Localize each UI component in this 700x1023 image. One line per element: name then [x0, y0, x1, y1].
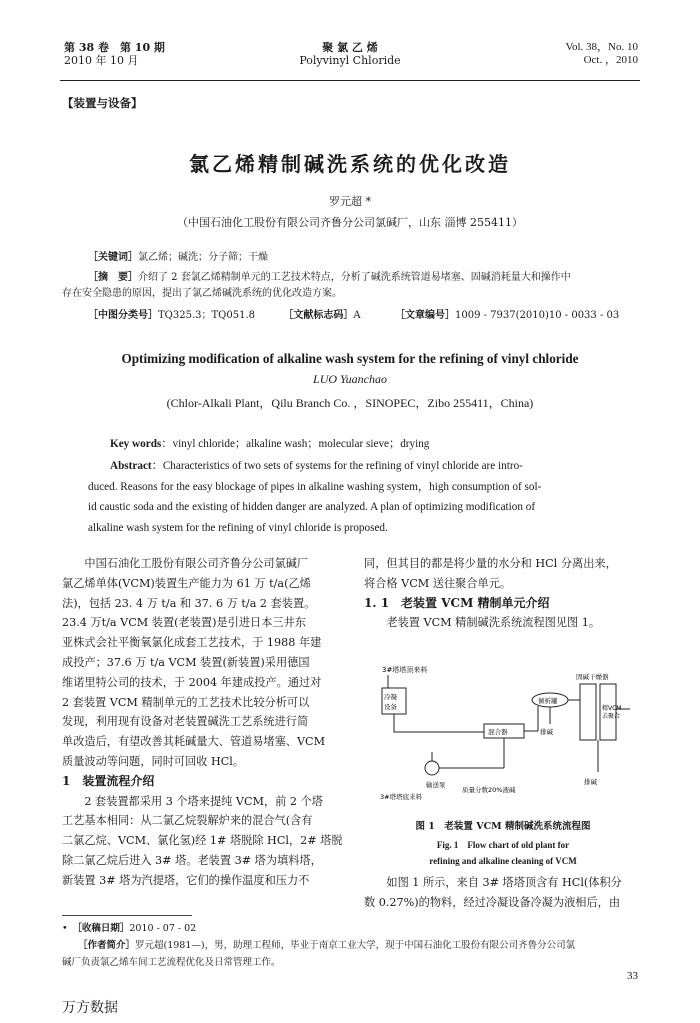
dryer-column-1	[580, 684, 596, 740]
cn-abstract	[62, 270, 620, 302]
to-poly-label-1: 精VCM	[602, 705, 622, 712]
journal-name-cn: 聚 氯 乙 烯	[322, 41, 378, 54]
issue-date: 2010 年 10 月	[64, 54, 139, 67]
body-line: 23.4 万t/a VCM 装置(老装置)是引进日本三井东	[62, 616, 306, 630]
footnote-divider	[62, 915, 192, 916]
en-author: LUO Yuanchao	[313, 372, 387, 386]
bio-line: 碱厂负责氯乙烯车间工艺流程优化及日常管理工作。	[62, 957, 281, 968]
author: 罗元超 *	[329, 195, 371, 208]
body-line: 发现，利用现有设备对老装置碱洗工艺系统进行简	[62, 715, 309, 729]
header-divider	[60, 80, 640, 81]
received-date: • ［收稿日期］2010 - 07 - 02	[62, 923, 197, 934]
mixer-label: 混合器	[488, 728, 508, 736]
cn-abstract-label: ［摘 要］	[88, 272, 138, 283]
watermark: 万方数据	[62, 1000, 118, 1016]
received-label: ［收稿日期］	[77, 923, 130, 934]
date-en: Oct. ，2010	[583, 54, 638, 66]
en-abstract	[88, 456, 622, 538]
en-keywords-label: Key words	[110, 438, 162, 450]
en-keywords	[88, 434, 622, 455]
transfer-pump	[425, 761, 439, 775]
bottom-feed-label: 3#塔塔底来料	[380, 793, 423, 801]
received-value: 2010 - 07 - 02	[129, 923, 197, 934]
body-line: 法)，包括 23. 4 万 t/a 和 37. 6 万 t/a 2 套装置。	[62, 596, 316, 610]
section-tag: 【装置与设备】	[62, 96, 143, 110]
section-heading: 1 装置流程介绍	[62, 773, 155, 788]
body-line: 如图 1 所示，来自 3# 塔塔顶含有 HCl(体积分	[364, 876, 622, 889]
body-line: 除二氯乙烷后进入 3# 塔。老装置 3# 塔为填料塔，	[62, 853, 322, 867]
clc-label: ［中图分类号］	[88, 310, 158, 321]
top-feed-label: 3#塔塔顶来料	[382, 666, 428, 674]
naoh-label: 质量分数20%液碱	[462, 786, 516, 794]
volume-issue: 第 38 卷 第 10 期	[64, 41, 165, 54]
journal-volume-en-header	[565, 41, 638, 67]
body-line: 同，但其目的都是将少量的水分和 HCl 分离出来，	[364, 557, 617, 570]
bio-line: 罗元超(1981—)，男，助理工程师，毕业于南京工业大学，现于中国石油化工股份有限公司齐鲁分公司氯	[135, 940, 576, 951]
article-label: ［文章编号］	[394, 310, 455, 321]
body-line: 中国石油化工股份有限公司齐鲁分公司氯碱厂	[62, 557, 309, 570]
journal-name-en: Polyvinyl Chloride	[299, 54, 401, 67]
cn-keywords-text: 氯乙烯；碱洗；分子筛；干燥	[138, 252, 268, 263]
body-line: 亚株式会社平衡氧氯化成套工艺技术，于 1988 年建	[62, 636, 322, 650]
cn-keywords-label: ［关键词］	[88, 252, 138, 263]
page-number: 33	[627, 970, 638, 982]
en-affiliation: (Chlor-Alkali Plant，Qilu Branch Co. ，SINOPEC，Zibo 255411，China)	[166, 396, 534, 410]
right-column-continued	[364, 873, 642, 913]
paper-title: 氯乙烯精制碱洗系统的优化改造	[189, 152, 511, 176]
body-line: 老装置 VCM 精制碱洗系统流程图见图 1。	[364, 616, 601, 630]
cn-abstract-line: 存在安全隐患的原因，提出了氯乙烯碱洗系统的优化改造方案。	[62, 288, 342, 299]
body-line: 2 套装置都采用 3 个塔来提纯 VCM，前 2 个塔	[62, 794, 323, 808]
en-title: Optimizing modification of alkaline wash system for the refining of vinyl chloride	[121, 351, 579, 366]
flow-chart-figure	[380, 664, 632, 804]
decanter-label: 倾析罐	[538, 697, 558, 705]
clc-value: TQ325.3；TQ051.8	[158, 310, 255, 321]
body-line: 成投产；37.6 万 t/a VCM 装置(新装置)采用德国	[62, 655, 310, 669]
right-column	[364, 554, 642, 633]
en-abstract-line: ：Characteristics of two sets of systems for the refining of vinyl chloride are intro-	[151, 460, 523, 472]
en-keywords-text: ：vinyl chloride；alkaline wash；molecular sieve；drying	[161, 438, 430, 450]
en-abstract-line: id caustic soda and the existing of hidden danger are analyzed. A plan of optimizing modification of	[88, 501, 536, 513]
cn-abstract-line: 介绍了 2 套氯乙烯精制单元的工艺技术特点，分析了碱洗系统管道易堵塞、固碱消耗量大和操作中	[138, 272, 571, 283]
drain-label-2: 排碱	[584, 778, 597, 786]
en-abstract-line: alkaline wash system for the refining of vinyl chloride is proposed.	[88, 521, 388, 534]
doc-label: ［文献标志码］	[283, 310, 354, 321]
body-line: 新装置 3# 塔为汽提塔，它们的操作温度和压力不	[62, 873, 310, 887]
cn-keywords	[88, 250, 620, 266]
pump-label: 输送泵	[426, 781, 446, 789]
cn-classification	[88, 308, 620, 324]
body-line: 将合格 VCM 送往聚合单元。	[364, 576, 512, 590]
condenser-label-2: 设备	[384, 703, 397, 711]
body-line: 单改造后，有望改善其耗碱量大、管道易堵塞、VCM	[62, 735, 326, 749]
doc-value: A	[353, 310, 361, 321]
body-line: 质量波动等问题，同时可回收 HCl。	[62, 754, 245, 768]
body-line: 维诺里特公司的技术，于 2004 年建成投产。通过对	[62, 675, 322, 689]
dryer-column-2	[600, 684, 616, 740]
drain-label-1: 排碱	[540, 728, 553, 736]
figure-caption-cn: 图 1 老装置 VCM 精制碱洗系统流程图	[415, 821, 591, 832]
article-value: 1009 - 7937(2010)10 - 0033 - 03	[454, 310, 620, 321]
body-line: 工艺基本相同：从二氯乙烷裂解炉来的混合气(含有	[62, 814, 313, 828]
body-line: 数 0.27%)的物料，经过冷凝设备冷凝为液相后，由	[364, 895, 621, 909]
subsection-heading: 1. 1 老装置 VCM 精制单元介绍	[364, 595, 550, 610]
en-abstract-line: duced. Reasons for the easy blockage of pipes in alkaline washing system，high consumption of sol-	[88, 480, 542, 493]
volume-en: Vol. 38，No. 10	[565, 41, 638, 53]
to-poly-label-2: 去聚合	[602, 713, 621, 720]
body-line: 氯乙烯单体(VCM)装置生产能力为 61 万 t/a(乙烯	[62, 576, 311, 590]
left-column	[62, 554, 354, 891]
dryer-label: 固碱干燥器	[576, 673, 609, 681]
body-line: 二氯乙烷、VCM、氯化氢)经 1# 塔脱除 HCl，2# 塔脱	[62, 834, 343, 848]
author-bio	[62, 937, 647, 971]
en-abstract-label: Abstract	[110, 460, 152, 472]
figure-caption-en: Fig. 1 Flow chart of old plant for	[436, 840, 570, 850]
figure-caption-en-2: refining and alkaline cleaning of VCM	[429, 856, 577, 866]
condenser-label: 冷凝	[384, 693, 397, 701]
bio-label: ［作者简介］	[78, 940, 136, 951]
affiliation: （中国石油化工股份有限公司齐鲁分公司氯碱厂，山东 淄博 255411）	[177, 216, 523, 229]
condenser-to-mixer-line	[394, 714, 484, 732]
body-line: 2 套装置 VCM 精制单元的工艺技术比较分析可以	[62, 695, 310, 709]
